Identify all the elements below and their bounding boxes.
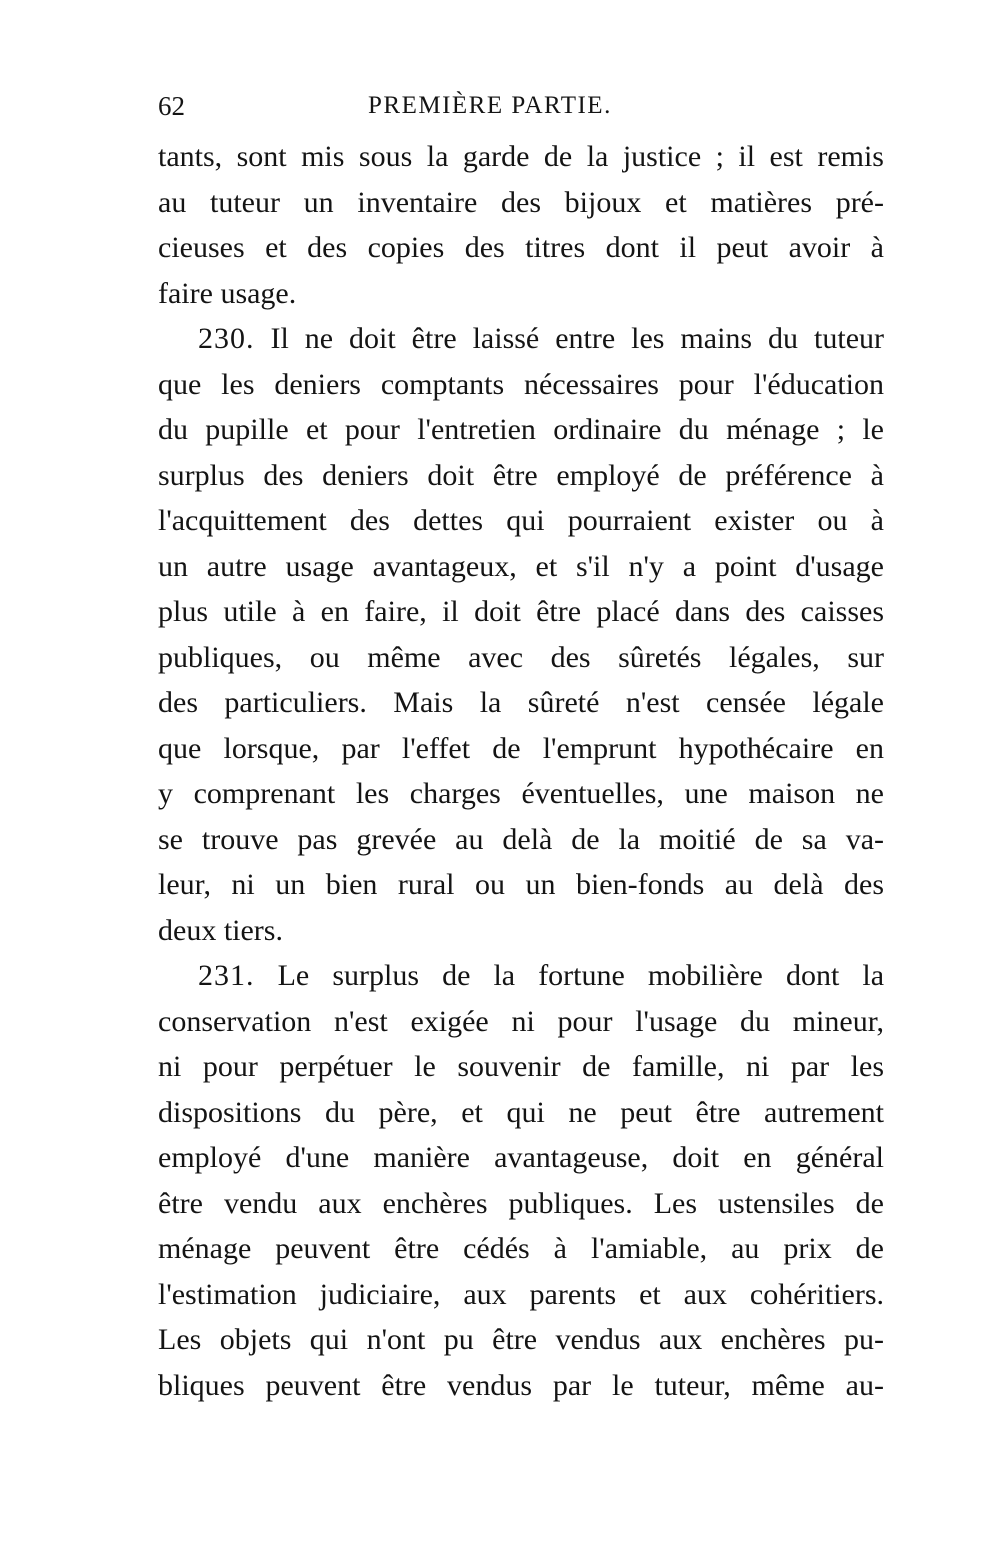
text-line: au tuteur un inventaire des bijoux et matières pré- xyxy=(158,185,884,219)
text-line: un autre usage avantageux, et s'il n'y a point d'usage xyxy=(158,549,884,583)
text-line: bliques peuvent être vendus par le tuteur, même au- xyxy=(158,1368,884,1402)
text-line: plus utile à en faire, il doit être placé dans des caisses xyxy=(158,595,884,628)
text-line: y comprenant les charges éventuelles, une maison ne xyxy=(158,777,884,810)
body-text xyxy=(158,134,884,1408)
text-line: surplus des deniers doit être employé de préférence à xyxy=(158,458,884,492)
text-line: tants, sont mis sous la garde de la justice ; il est remis xyxy=(158,140,884,173)
paragraph-continued xyxy=(158,134,884,316)
paragraph-number: 231. xyxy=(198,959,255,992)
text-line: faire usage. xyxy=(158,276,297,310)
text-line: conservation n'est exigée ni pour l'usage du mineur, xyxy=(158,1004,884,1038)
paragraph-first-line: Il ne doit être laissé entre les mains du tuteur xyxy=(270,322,884,355)
text-line: l'estimation judiciaire, aux parents et aux cohéritiers. xyxy=(158,1277,884,1311)
text-line: Les objets qui n'ont pu être vendus aux enchères pu- xyxy=(158,1323,884,1356)
text-line: être vendu aux enchères publiques. Les ustensiles de xyxy=(158,1186,884,1220)
text-line: que lorsque, par l'effet de l'emprunt hypothécaire en xyxy=(158,731,884,765)
text-line: publiques, ou même avec des sûretés légales, sur xyxy=(158,640,884,674)
text-line: leur, ni un bien rural ou un bien-fonds au delà des xyxy=(158,868,884,901)
text-line xyxy=(158,316,884,362)
paragraph-230 xyxy=(158,316,884,953)
text-line: ni pour perpétuer le souvenir de famille, ni par les xyxy=(158,1050,884,1083)
text-line: des particuliers. Mais la sûreté n'est censée légale xyxy=(158,686,884,719)
text-line: du pupille et pour l'entretien ordinaire du ménage ; le xyxy=(158,413,884,446)
paragraph-231 xyxy=(158,953,884,1408)
text-line: cieuses et des copies des titres dont il peut avoir à xyxy=(158,231,884,264)
page-number: 62 xyxy=(158,91,185,121)
text-line: dispositions du père, et qui ne peut être autrement xyxy=(158,1095,884,1129)
text-line: deux tiers. xyxy=(158,913,283,947)
running-head xyxy=(158,88,884,128)
paragraph-number: 230. xyxy=(198,322,255,355)
text-line: employé d'une manière avantageuse, doit en général xyxy=(158,1141,884,1174)
text-line: se trouve pas grevée au delà de la moitié de sa va- xyxy=(158,822,884,856)
text-line: que les deniers comptants nécessaires pour l'éducation xyxy=(158,367,884,401)
paragraph-first-line: Le surplus de la fortune mobilière dont la xyxy=(277,959,885,992)
text-line: ménage peuvent être cédés à l'amiable, au prix de xyxy=(158,1232,884,1265)
text-line xyxy=(158,953,884,999)
page-title: PREMIÈRE PARTIE. xyxy=(368,92,612,119)
text-line: l'acquittement des dettes qui pourraient exister ou à xyxy=(158,504,884,537)
